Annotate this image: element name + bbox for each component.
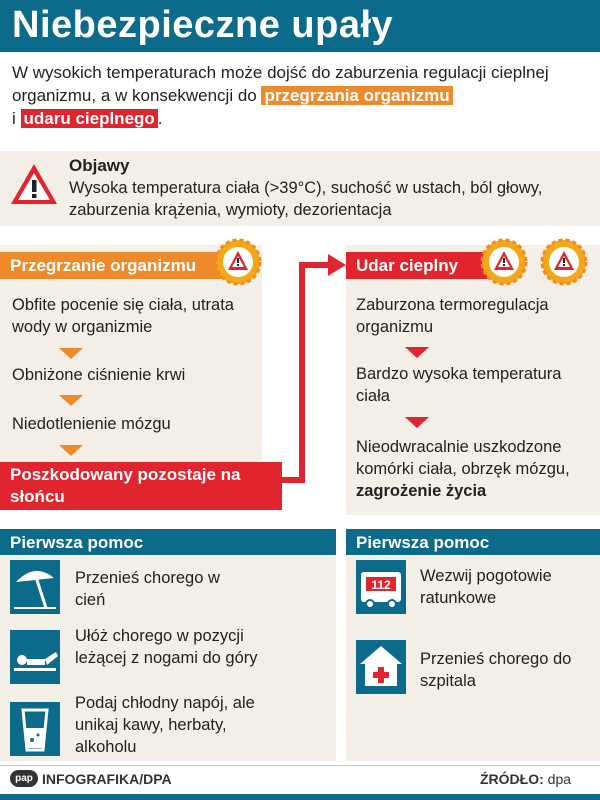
intro-text: W wysokich temperaturach może dojść do zaburzenia regulacji cieplnej organizmu, a w konsekwencji do bbox=[12, 63, 549, 105]
heatstroke-step-3-text: Nieodwracalnie uszkodzone komórki ciała, obrzęk mózgu, bbox=[356, 438, 570, 478]
overheating-step-2: Obniżone ciśnienie krwi bbox=[12, 366, 186, 384]
intro-text-end: . bbox=[157, 109, 163, 128]
glass-icon bbox=[10, 702, 60, 756]
arrow-down-icon bbox=[405, 347, 429, 358]
first-aid-item-drink: Podaj chłodny napój, ale unikaj kawy, herbaty, alkoholu bbox=[75, 694, 255, 756]
footer-source-value: dpa bbox=[547, 771, 572, 787]
hospital-icon bbox=[356, 640, 406, 694]
warning-icon bbox=[9, 161, 59, 207]
first-aid-item-position: Ułóż chorego w pozycji leżącej z nogami do góry bbox=[75, 627, 258, 667]
heatstroke-step-1: Zaburzona termoregulacja organizmu bbox=[356, 296, 549, 336]
first-aid-item-hospital: Przenieś chorego do szpitala bbox=[420, 650, 572, 690]
page-title: Niebezpieczne upały bbox=[12, 4, 394, 46]
heatstroke-header bbox=[346, 252, 494, 279]
overheating-step-1: Obfite pocenie się ciała, utrata wody w organizmie bbox=[12, 296, 234, 336]
sun-warning-icon bbox=[213, 237, 263, 287]
arrow-down-icon bbox=[59, 395, 83, 406]
arrow-down-icon bbox=[59, 445, 83, 456]
lying-person-icon bbox=[10, 630, 60, 684]
footer-divider bbox=[0, 765, 600, 766]
sun-warning-icon bbox=[479, 237, 529, 287]
sun-warning-icon bbox=[539, 237, 589, 287]
ambulance-icon bbox=[356, 560, 406, 614]
overheating-header bbox=[0, 252, 230, 279]
first-aid-item-shade: Przenieś chorego w cień bbox=[75, 569, 220, 609]
victim-in-sun-text: Poszkodowany pozostaje na słońcu bbox=[10, 465, 241, 506]
first-aid-left-title: Pierwsza pomoc bbox=[10, 533, 144, 552]
bottom-bar bbox=[0, 794, 600, 800]
symptoms-text: Wysoka temperatura ciała (>39°C), suchość w ustach, ból głowy, zaburzenia krążenia, wymioty, dezorientacja bbox=[69, 179, 543, 219]
intro-text-middle: i bbox=[12, 109, 21, 128]
arrow-down-icon bbox=[405, 417, 429, 428]
heatstroke-step-2: Bardzo wysoka temperatura ciała bbox=[356, 365, 562, 405]
symptoms-title: Objawy bbox=[69, 156, 130, 175]
footer-credit: INFOGRAFIKA/DPA bbox=[42, 771, 172, 787]
ambulance-badge: 112 bbox=[371, 578, 391, 592]
first-aid-right-header bbox=[346, 529, 600, 555]
pap-logo: pap bbox=[10, 770, 38, 787]
footer-source bbox=[480, 771, 571, 787]
victim-in-sun-box bbox=[0, 462, 282, 510]
footer-source-label: ŹRÓDŁO: bbox=[480, 771, 544, 787]
intro-highlight-heatstroke: udaru cieplnego bbox=[21, 109, 158, 128]
heatstroke-step-3 bbox=[356, 436, 596, 502]
first-aid-item-ambulance: Wezwij pogotowie ratunkowe bbox=[420, 567, 552, 607]
arrow-down-icon bbox=[59, 348, 83, 359]
overheating-title: Przegrzanie organizmu bbox=[10, 256, 197, 275]
heatstroke-danger-text: zagrożenie życia bbox=[356, 482, 487, 500]
first-aid-left-header bbox=[0, 529, 336, 555]
heatstroke-title: Udar cieplny bbox=[356, 256, 459, 275]
progression-arrow-icon bbox=[280, 250, 350, 490]
intro-paragraph bbox=[12, 61, 592, 130]
umbrella-icon bbox=[10, 560, 60, 614]
overheating-step-3: Niedotlenienie mózgu bbox=[12, 415, 171, 433]
first-aid-right-title: Pierwsza pomoc bbox=[356, 533, 490, 552]
intro-highlight-overheating: przegrzania organizmu bbox=[261, 86, 452, 105]
